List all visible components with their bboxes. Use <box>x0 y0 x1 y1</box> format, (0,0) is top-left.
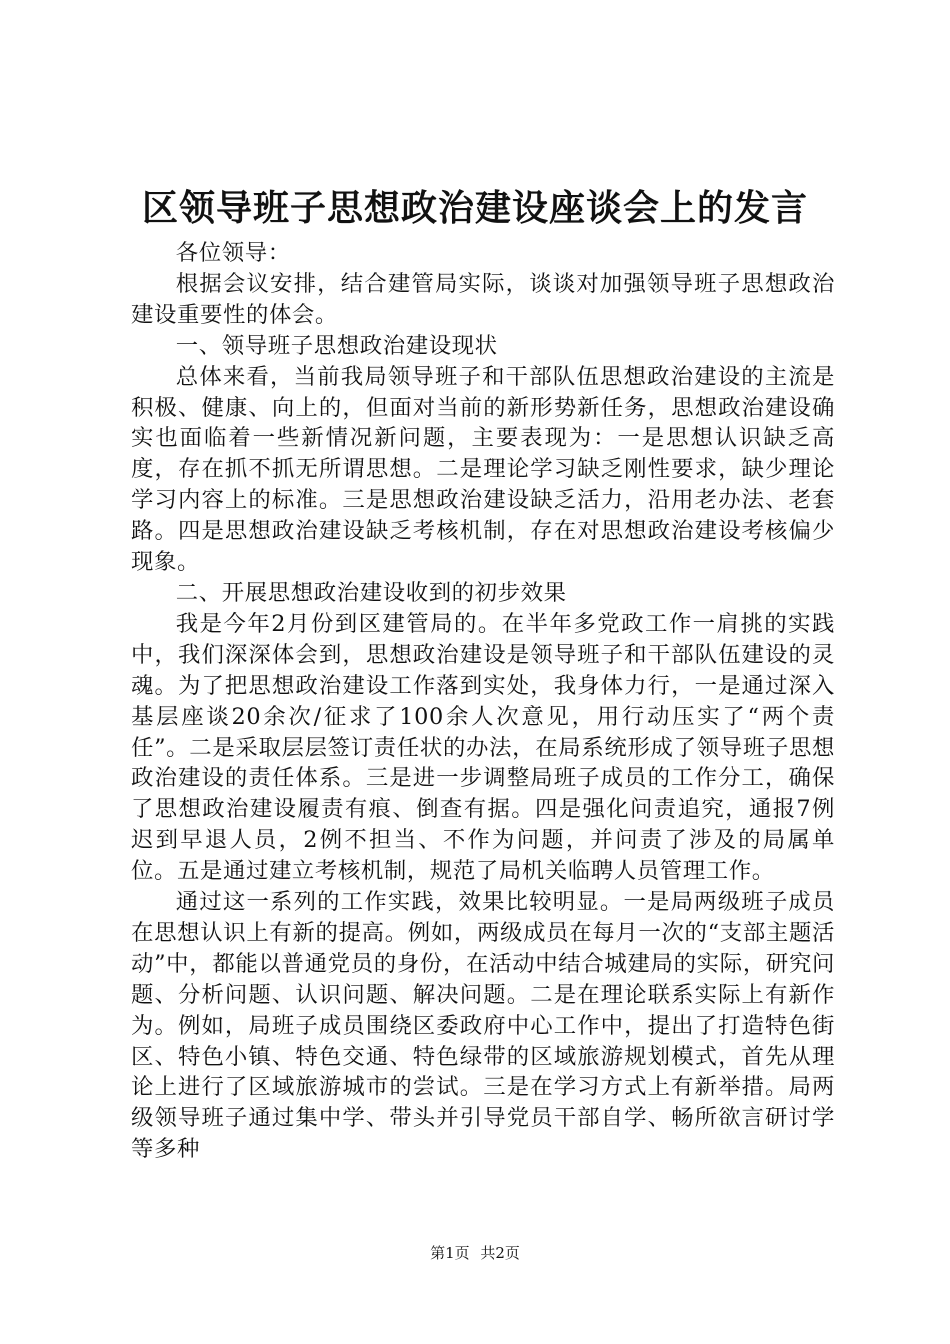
section-2-paragraph-1: 我是今年2月份到区建管局的。在半年多党政工作一肩挑的实践中，我们深深体会到，思想政治建设是领导班子和干部队伍建设的灵魂。为了把思想政治建设工作落到实处，我身体力行，一是通过深入基层座谈20余次/征求了100余人次意见，用行动压实了“两个责任”。二是采取层层签订责任状的办法，在局系统形成了领导班子思想政治建设的责任体系。三是进一步调整局班子成员的工作分工，确保了思想政治建设履责有痕、倒查有据。四是强化问责追究，通报7例迟到早退人员，2例不担当、不作为问题，并问责了涉及的局属单位。五是通过建立考核机制，规范了局机关临聘人员管理工作。 <box>131 610 835 885</box>
salutation: 各位领导： <box>175 240 291 266</box>
document-title: 区领导班子思想政治建设座谈会上的发言 <box>141 187 808 229</box>
intro-paragraph: 根据会议安排，结合建管局实际，谈谈对加强领导班子思想政治建设重要性的体会。 <box>131 270 835 328</box>
section-1-paragraph: 总体来看，当前我局领导班子和干部队伍思想政治建设的主流是积极、健康、向上的，但面对当前的新形势新任务，思想政治建设确实也面临着一些新情况新问题，主要表现为：一是思想认识缺乏高度，存在抓不抓无所谓思想。二是理论学习缺乏刚性要求，缺少理论学习内容上的标准。三是思想政治建设缺乏活力，沿用老办法、老套路。四是思想政治建设缺乏考核机制，存在对思想政治建设考核偏少现象。 <box>131 363 835 576</box>
section-2-paragraph-2: 通过这一系列的工作实践，效果比较明显。一是局两级班子成员在思想认识上有新的提高。例如，两级成员在每月一次的“支部主题活动”中，都能以普通党员的身份，在活动中结合城建局的实际，研究问题、分析问题、认识问题、解决问题。二是在理论联系实际上有新作为。例如，局班子成员围绕区委政府中心工作中，提出了打造特色街区、特色小镇、特色交通、特色绿带的区域旅游规划模式，首先从理论上进行了区域旅游城市的尝试。三是在学习方式上有新举措。局两级领导班子通过集中学、带头并引导党员干部自学、畅所欲言研讨学等多种 <box>131 889 835 1163</box>
page-number: 第1页 <box>430 1244 470 1262</box>
page-footer <box>0 1242 950 1264</box>
document-body <box>131 238 835 1165</box>
page-total: 共2页 <box>480 1244 520 1262</box>
section-heading-2: 二、开展思想政治建设收到的初步效果 <box>175 579 567 606</box>
section-heading-1: 一、领导班子思想政治建设现状 <box>175 332 498 359</box>
